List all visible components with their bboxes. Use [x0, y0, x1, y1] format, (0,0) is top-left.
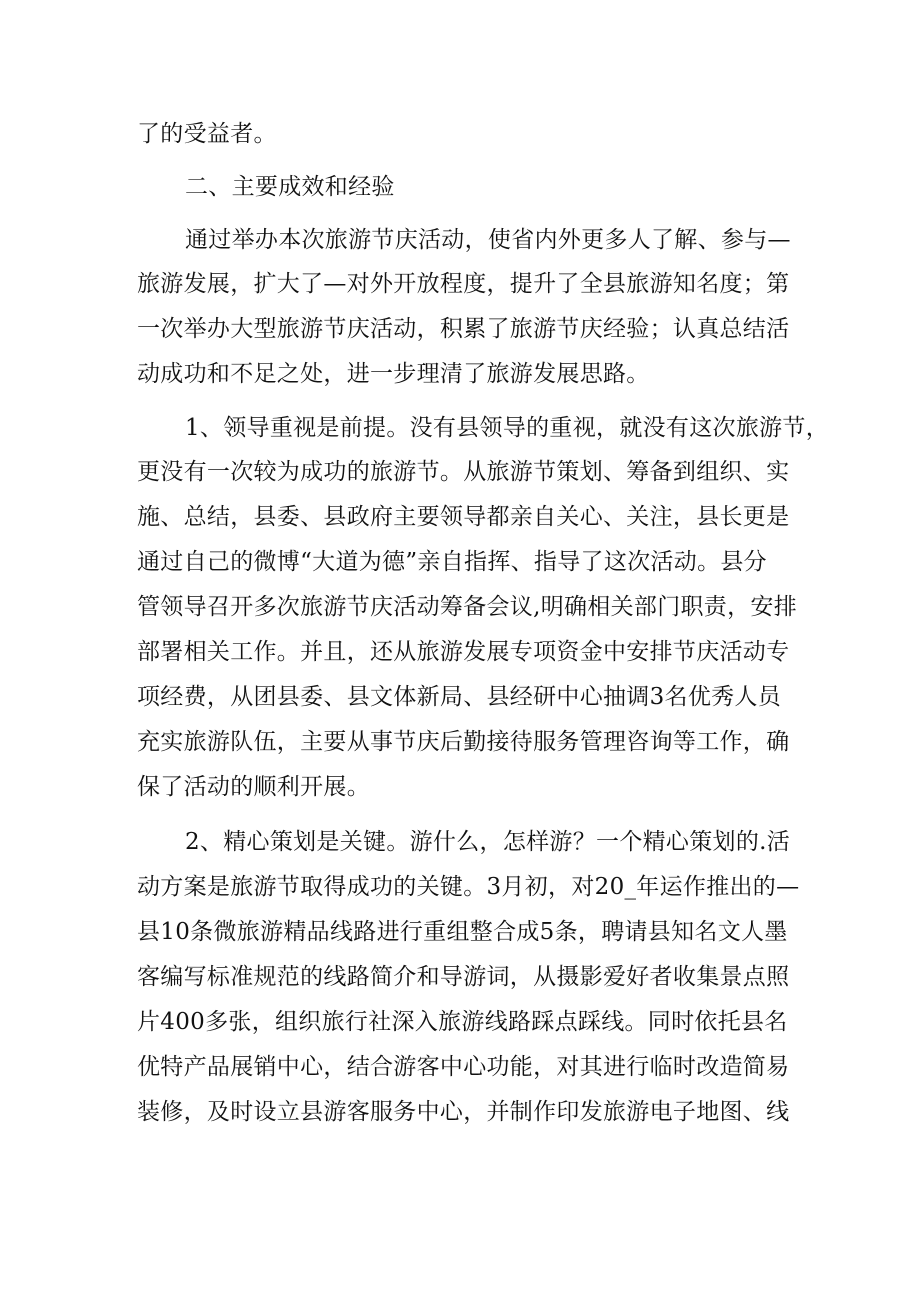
text-line: 部署相关工作。并且，还从旅游发展专项资金中安排节庆活动专	[137, 639, 790, 665]
text-line: 了的受益者。	[137, 121, 277, 147]
text-line: 县10条微旅游精品线路进行重组整合成5条，聘请县知名文人墨	[137, 919, 788, 945]
paragraph-first-line: 通过举办本次旅游节庆活动，使省内外更多人了解、参与—	[185, 227, 791, 253]
text-line: 动方案是旅游节取得成功的关键。3月初，对20_年运作推出的—	[137, 874, 800, 900]
paragraph-first-line: 1、领导重视是前提。没有县领导的重视，就没有这次旅游节，	[185, 415, 830, 441]
text-line: 更没有一次较为成功的旅游节。从旅游节策划、筹备到组织、实	[137, 459, 790, 485]
text-line: 装修，及时设立县游客服务中心，并制作印发旅游电子地图、线	[137, 1099, 790, 1125]
text-line: 片400多张，组织旅行社深入旅游线路踩点踩线。同时依托县名	[137, 1009, 788, 1035]
text-line: 旅游发展，扩大了—对外开放程度，提升了全县旅游知名度；第	[137, 271, 790, 297]
text-line: 充实旅游队伍，主要从事节庆后勤接待服务管理咨询等工作，确	[137, 729, 790, 755]
text-line: 保了活动的顺利开展。	[137, 774, 370, 800]
text-line: 管领导召开多次旅游节庆活动筹备会议,明确相关部门职责，安排	[137, 594, 798, 620]
text-line: 项经费，从团县委、县文体新局、县经研中心抽调3名优秀人员	[137, 684, 782, 710]
text-line: 一次举办大型旅游节庆活动，积累了旅游节庆经验；认真总结活	[137, 316, 790, 342]
text-line: 通过自己的微博“大道为德”亲自指挥、指导了这次活动。县分	[137, 549, 767, 575]
text-line: 优特产品展销中心，结合游客中心功能，对其进行临时改造简易	[137, 1054, 790, 1080]
text-line: 施、总结，县委、县政府主要领导都亲自关心、关注，县长更是	[137, 504, 790, 530]
text-line: 动成功和不足之处，进一步理清了旅游发展思路。	[137, 361, 650, 387]
section-heading: 二、主要成效和经验	[185, 174, 395, 200]
text-line: 客编写标准规范的线路简介和导游词，从摄影爱好者收集景点照	[137, 964, 790, 990]
paragraph-first-line: 2、精心策划是关键。游什么，怎样游？一个精心策划的.活	[185, 829, 791, 855]
